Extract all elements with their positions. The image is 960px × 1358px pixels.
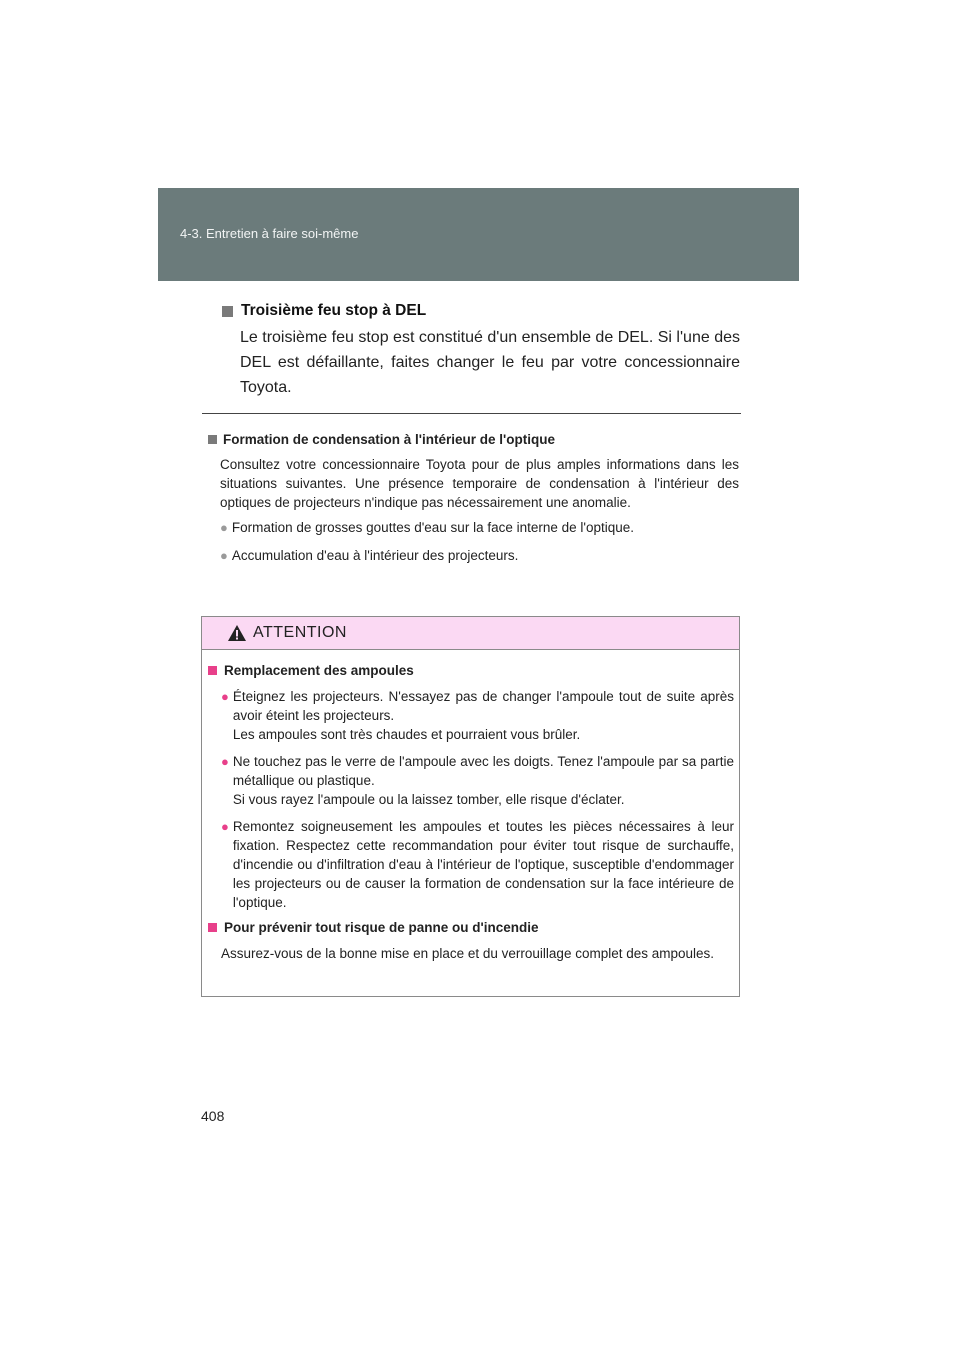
warning-section-title [208,920,734,935]
list-item [221,752,734,809]
list-item-line: Éteignez les projecteurs. N'essayez pas de changer l'ampoule tout de suite après avoir éteint les projecteurs. [232,689,734,723]
list-item-line: Les ampoules sont très chaudes et pourraient vous brûler. [232,727,581,742]
circle-bullet-icon: ● [221,754,229,769]
circle-bullet-icon: ● [221,819,229,834]
warning-section-title-text: Remplacement des ampoules [224,663,414,678]
warning-section-body: Assurez-vous de la bonne mise en place et du verrouillage complet des ampoules. [221,946,715,961]
list-item-text: Formation de grosses gouttes d'eau sur la face interne de l'optique. [231,520,635,535]
square-bullet-icon [208,666,217,675]
info-section-title [208,432,739,447]
warning-title: ATTENTION [253,624,347,641]
info-title-text: Formation de condensation à l'intérieur de l'optique [223,432,555,447]
page-number: 408 [201,1108,225,1124]
square-bullet-icon [222,306,233,317]
chapter-header [158,188,799,281]
main-body: Le troisième feu stop est constitué d'un ensemble de DEL. Si l'une des DEL est défaillante, faites changer le feu par votre concessionnaire Toyota. [240,329,740,396]
square-bullet-icon [208,923,217,932]
list-item-text [233,687,734,744]
warning-section-title [208,663,734,678]
info-body: Consultez votre concessionnaire Toyota pour de plus amples informations dans les situations suivantes. Une présence temporaire de condensation à l'intérieur des optiques de projecteurs n'indique pas nécessairement une anomalie. [220,457,739,510]
warning-section-title-text: Pour prévenir tout risque de panne ou d'incendie [224,920,539,935]
main-section [222,302,740,400]
list-item [220,518,739,537]
info-section [202,432,739,574]
section-label: 4-3. Entretien à faire soi-même [180,226,359,241]
list-item-text: Accumulation d'eau à l'intérieur des projecteurs. [231,548,519,563]
warning-triangle-icon [227,624,247,642]
list-item-line: Si vous rayez l'ampoule ou la laissez tomber, elle risque d'éclater. [232,792,625,807]
list-item [220,546,739,565]
circle-bullet-icon: ● [220,520,228,535]
list-item-text [233,752,734,809]
main-title-text: Troisième feu stop à DEL [241,302,427,319]
list-item [221,817,734,912]
warning-box [201,616,740,997]
square-bullet-icon [208,435,217,444]
main-section-title [222,302,740,320]
list-item-line: Ne touchez pas le verre de l'ampoule avec les doigts. Tenez l'ampoule par sa partie métallique ou plastique. [232,754,734,788]
list-item-line: Remontez soigneusement les ampoules et toutes les pièces nécessaires à leur fixation. Respectez cette recommandation pour éviter tout risque de surchauffe, d'incendie ou d'infiltration d'eau à l'intérieur de l'optique, susceptible d'endommager les projecteurs ou de causer la formation de condensation sur la face intérieure de l'optique. [232,819,734,910]
divider [202,413,741,414]
list-item-text [233,817,734,912]
circle-bullet-icon: ● [220,548,228,563]
circle-bullet-icon: ● [221,689,229,704]
warning-content [202,650,739,963]
warning-header [202,617,739,650]
list-item [221,687,734,744]
